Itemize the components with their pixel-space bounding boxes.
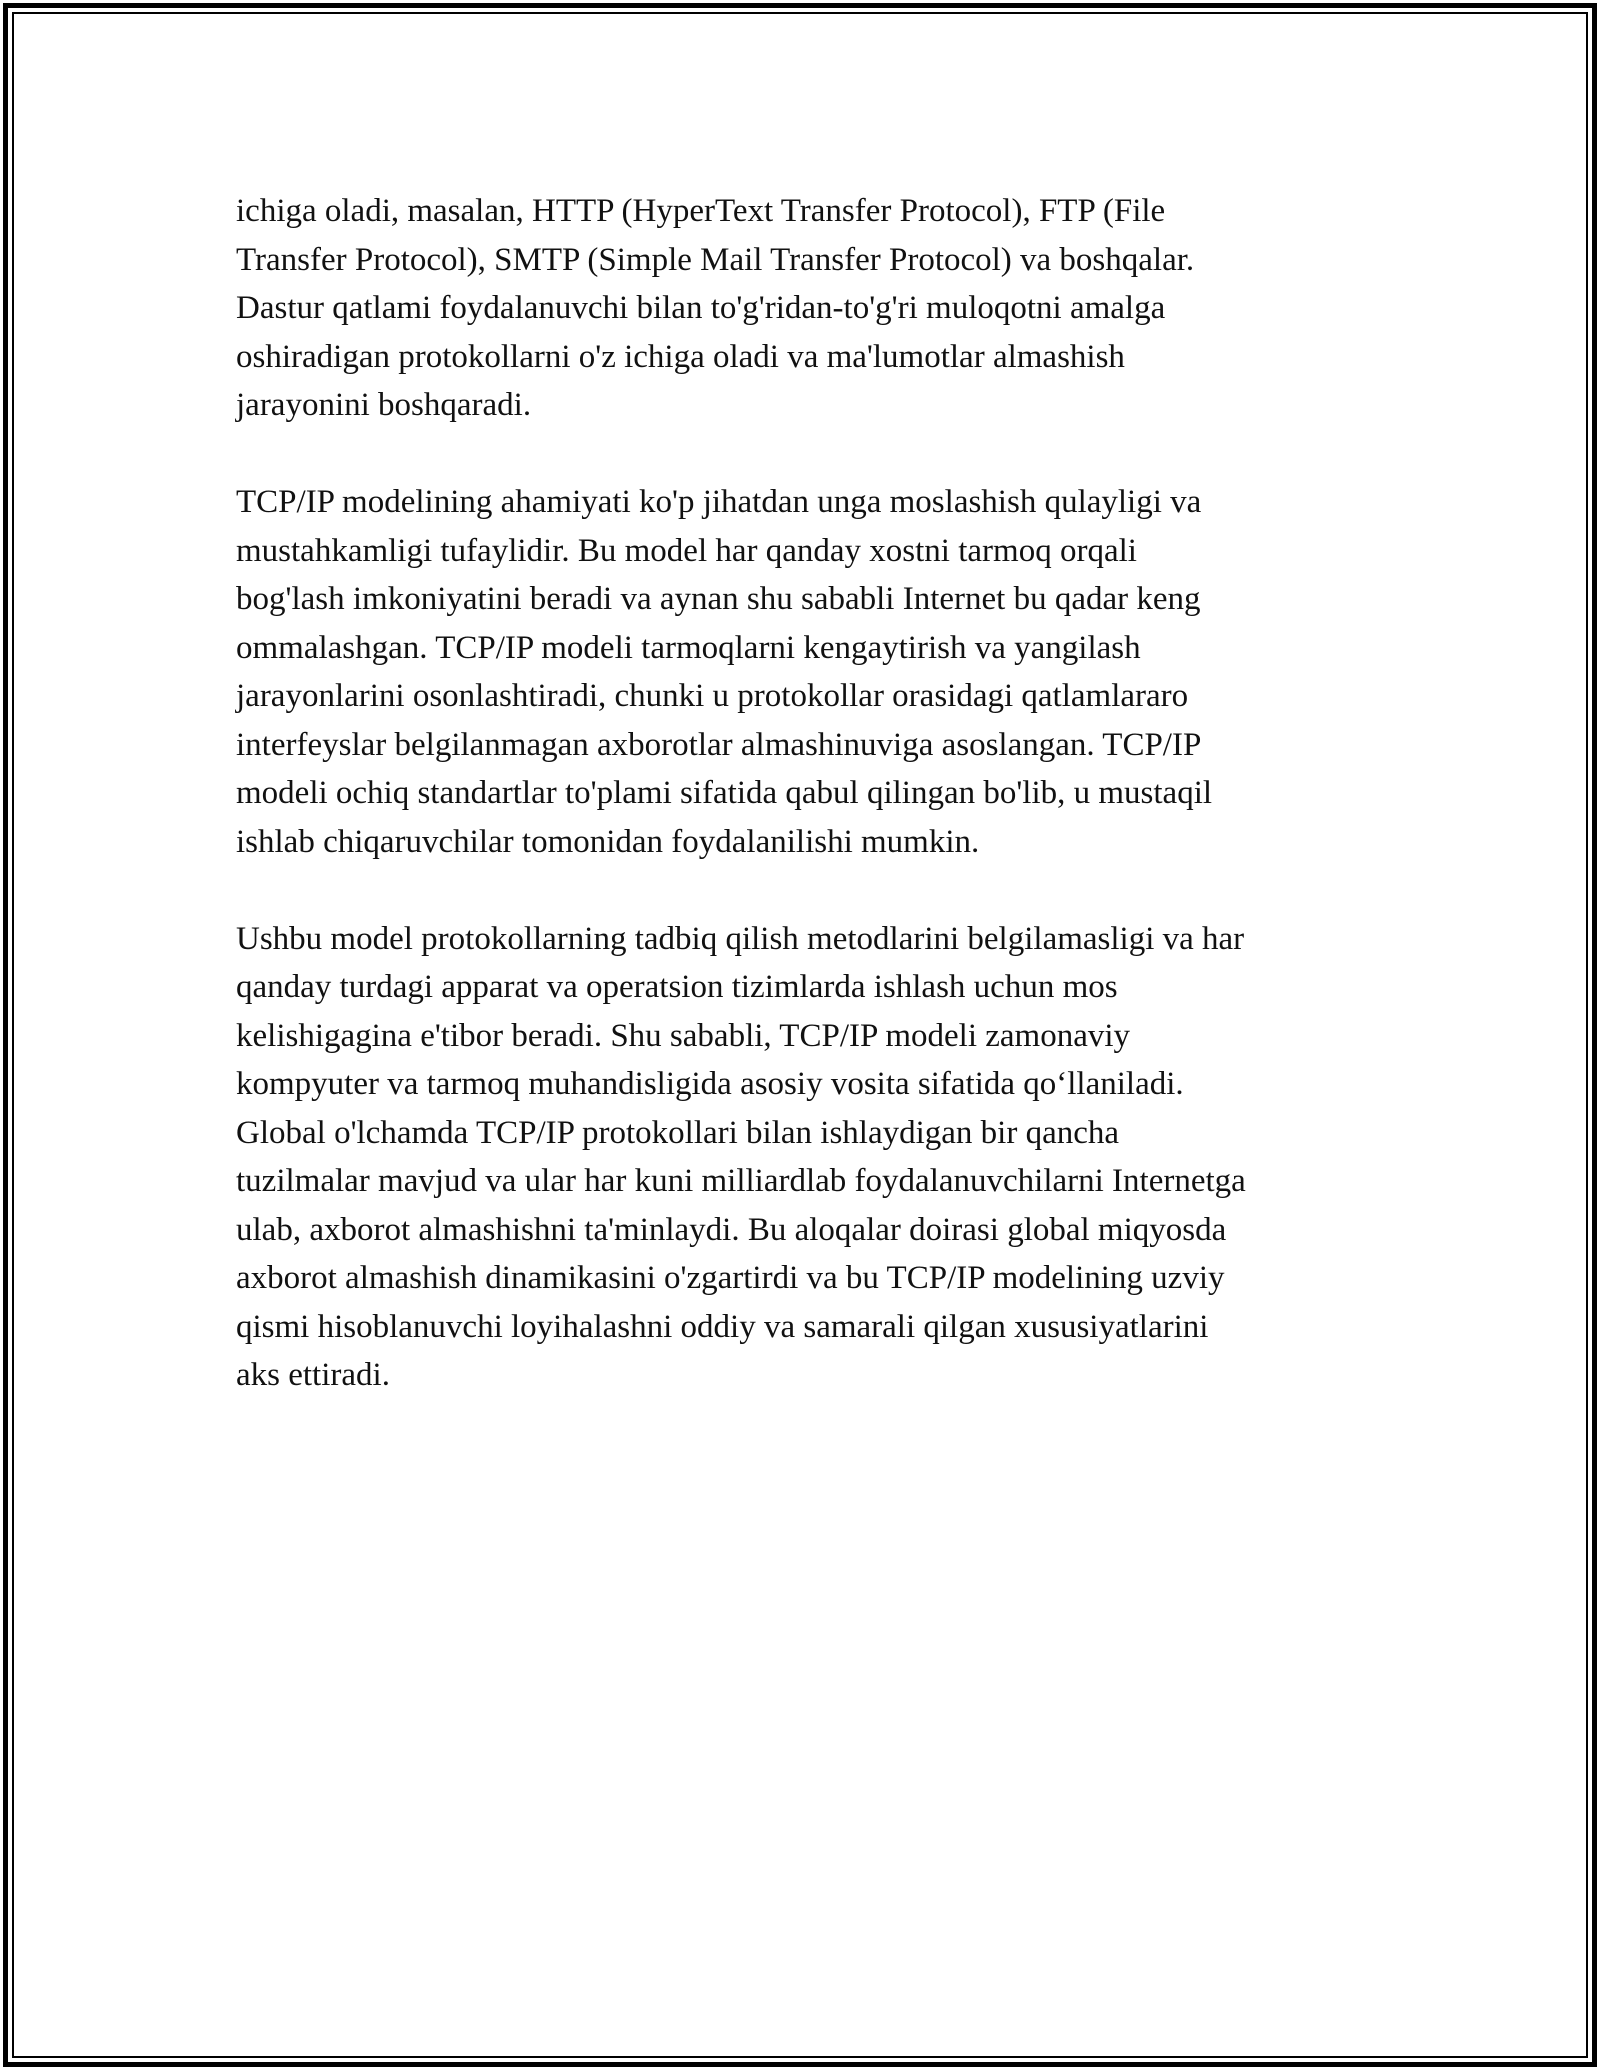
text-line: interfeyslar belgilanmagan axborotlar almashinuviga asoslangan. TCP/IP (236, 726, 1202, 763)
text-line: oshiradigan protokollarni o'z ichiga oladi va ma'lumotlar almashish (236, 338, 1125, 375)
text-line: Transfer Protocol), SMTP (Simple Mail Transfer Protocol) va boshqalar. (236, 241, 1195, 278)
text-line: bog'lash imkoniyatini beradi va aynan shu sababli Internet bu qadar keng (236, 581, 1201, 617)
paragraph-2 (236, 478, 1356, 866)
text-line: ommalashgan. TCP/IP modeli tarmoqlarni kengaytirish va yangilash (236, 629, 1141, 666)
text-line: axborot almashish dinamikasini o'zgartirdi va bu TCP/IP modelining uzviy (236, 1260, 1225, 1296)
paragraph-1 (236, 187, 1356, 430)
text-line: ichiga oladi, masalan, HTTP (HyperText Transfer Protocol), FTP (File (236, 193, 1166, 229)
text-line: qismi hisoblanuvchi loyihalashni oddiy va samarali qilgan xususiyatlarini (236, 1308, 1209, 1345)
text-line: aks ettiradi. (236, 1357, 390, 1393)
text-line: qanday turdagi apparat va operatsion tizimlarda ishlash uchun mos (236, 969, 1118, 1005)
text-line: Global o'lchamda TCP/IP protokollari bilan ishlaydigan bir qancha (236, 1114, 1120, 1151)
text-line: mustahkamligi tufaylidir. Bu model har qanday xostni tarmoq orqali (236, 532, 1137, 569)
text-line: ishlab chiqaruvchilar tomonidan foydalanilishi mumkin. (236, 823, 980, 860)
text-line: tuzilmalar mavjud va ular har kuni milliardlab foydalanuvchilarni Internetga (236, 1163, 1246, 1199)
text-line: TCP/IP modelining ahamiyati ko'p jihatdan unga moslashish qulayligi va (236, 484, 1202, 520)
text-line: kelishigagina e'tibor beradi. Shu sababli, TCP/IP modeli zamonaviy (236, 1017, 1131, 1054)
text-line: modeli ochiq standartlar to'plami sifatida qabul qilingan bo'lib, u mustaqil (236, 775, 1213, 811)
text-line: jarayonlarini osonlashtiradi, chunki u protokollar orasidagi qatlamlararo (236, 678, 1189, 714)
text-line: Dastur qatlami foydalanuvchi bilan to'g'ridan-to'g'ri muloqotni amalga (236, 290, 1166, 326)
text-line: ulab, axborot almashishni ta'minlaydi. Bu aloqalar doirasi global miqyosda (236, 1211, 1227, 1248)
text-line: jarayonini boshqaradi. (236, 387, 532, 423)
text-line: kompyuter va tarmoq muhandisligida asosiy vosita sifatida qo‘llaniladi. (236, 1066, 1184, 1102)
document-body (236, 187, 1356, 1448)
paragraph-3 (236, 915, 1356, 1400)
text-line: Ushbu model protokollarning tadbiq qilish metodlarini belgilamasligi va har (236, 920, 1245, 957)
